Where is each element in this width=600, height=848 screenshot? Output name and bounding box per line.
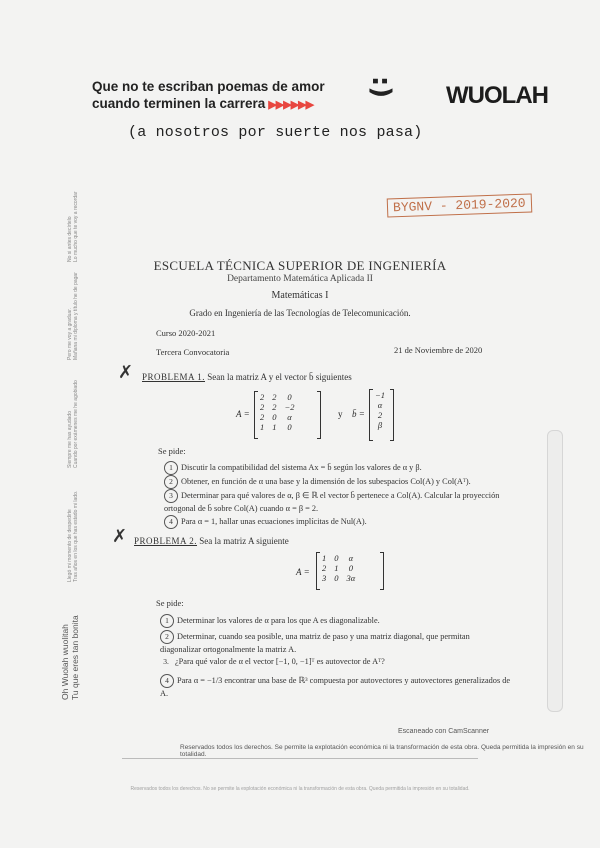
problem-2-text: Sea la matriz A siguiente	[199, 536, 289, 546]
matrix-a2	[318, 553, 359, 583]
cross-mark-icon: ✗	[118, 362, 134, 383]
matrix-cell: 2	[272, 392, 277, 402]
side-note-line: No si antes decírtelo	[67, 216, 73, 262]
call: Tercera Convocatoria	[156, 347, 230, 357]
problem-2-heading	[134, 536, 289, 546]
problem-1-item	[164, 475, 524, 489]
exam-date: 21 de Noviembre de 2020	[394, 345, 483, 355]
problem-1-text: Sean la matriz A y el vector b̄ siguientes	[207, 372, 352, 382]
handwritten-stamp: BYGNV - 2019-2020	[387, 193, 532, 217]
cross-mark-icon: ✗	[112, 526, 128, 547]
item-number: 1	[164, 461, 178, 475]
matrix-bracket-right	[317, 391, 321, 439]
matrix-cell: 3	[322, 573, 327, 583]
degree: Grado en Ingeniería de las Tecnologías de Telecomunicación.	[189, 308, 411, 318]
problem-2-item	[160, 630, 512, 656]
problem-1-asked: Se pide:	[158, 446, 186, 456]
item-text: ¿Para qué valor de α el vector [−1, 0, −1]ᵀ es autovector de Aᵀ?	[175, 657, 385, 666]
item-number: 4	[164, 515, 178, 529]
scrollbar-strip	[547, 430, 563, 712]
problem-1-item	[164, 515, 524, 529]
vector-b-label: b̄ =	[352, 409, 365, 419]
item-text: Para α = 1, hallar unas ecuaciones implícitas de Nul(A).	[181, 517, 367, 526]
problem-2-item	[160, 674, 512, 700]
arrows-icon: ▶▶▶▶▶▶	[268, 99, 314, 111]
side-note-line: Lo mucho que te voy a recordar	[73, 191, 79, 262]
problem-2-item	[160, 656, 520, 668]
vector-cell: α	[377, 400, 383, 410]
smiley-icon: :)	[366, 75, 397, 99]
matrix-cell: α	[287, 412, 292, 422]
side-note-5	[60, 615, 80, 700]
item-text: Determinar, cuando sea posible, una matriz de paso y una matriz diagonal, que permitan diagonalizar ortogonalmente la matriz A.	[160, 632, 470, 654]
side-note-line: Mañana mi diploma y título he de pagar	[73, 272, 79, 360]
matrix-bracket-right	[380, 552, 384, 590]
matrix-cell: 2	[260, 412, 265, 422]
item-text: Discutir la compatibilidad del sistema Ax = b̄ según los valores de α y β.	[181, 463, 422, 472]
item-number: 4	[160, 674, 174, 688]
matrix-cell: 1	[260, 422, 265, 432]
matrix-cell: 0	[272, 412, 277, 422]
problem-1-item	[164, 489, 508, 515]
ad-line-2-text: cuando terminen la carrera	[92, 96, 266, 111]
item-text: Determinar los valores de α para los que A es diagonalizable.	[177, 616, 380, 625]
side-note-line: Tu que eres tan bonita	[70, 615, 80, 700]
matrix-cell: 2	[260, 392, 265, 402]
matrix-cell: 1	[322, 553, 327, 563]
item-number: 3	[164, 489, 178, 503]
item-text: Para α = −1/3 encontrar una base de ℝ³ compuesta por autovectores y autovectores generalizados de A.	[160, 676, 511, 698]
matrix-cell: 0	[334, 573, 339, 583]
school-title: ESCUELA TÉCNICA SUPERIOR DE INGENIERÍA	[153, 258, 447, 273]
vector-cell: 2	[377, 410, 383, 420]
ad-line-1: Que no te escriban poemas de amor	[92, 79, 325, 94]
side-note-line: Tras años en los que has estado mi lado.	[73, 490, 79, 582]
matrix-cell: −2	[284, 402, 295, 412]
matrix-a2-label: A =	[296, 567, 310, 577]
matrix-a	[256, 392, 299, 432]
matrix-a-label: A =	[236, 409, 250, 419]
course: Curso 2020-2021	[156, 328, 216, 338]
scanner-note: Escaneado con CamScanner	[398, 728, 490, 735]
footer-divider	[122, 758, 478, 759]
item-number: 2	[164, 475, 178, 489]
side-note-line: Llegó mi momento de despedirte	[67, 509, 73, 582]
problem-1-title: PROBLEMA 1.	[142, 372, 206, 382]
matrix-cell: 3α	[346, 573, 356, 583]
handwritten-tagline: (a nosotros por suerte nos pasa)	[128, 124, 423, 141]
and-word: y	[338, 409, 343, 419]
matrix-cell: 2	[272, 402, 277, 412]
matrix-cell: 1	[334, 563, 339, 573]
footer-reserved-line: Reservados todos los derechos. Se permite la explotación económica ni la transformación de esta obra. Queda permitida la impresión en su totalidad.	[180, 744, 584, 758]
problem-2-title: PROBLEMA 2.	[134, 536, 198, 546]
footer-copyright: Reservados todos los derechos. No se permite la explotación económica ni la transformación de esta obra. Queda permitida la impresión en su totalidad.	[130, 786, 470, 792]
vector-bracket-right	[390, 389, 394, 441]
wuolah-logo[interactable]: WUOLAH	[446, 82, 548, 109]
problem-2-asked: Se pide:	[156, 598, 184, 608]
problem-1-item	[164, 461, 524, 475]
problem-1-heading	[142, 372, 352, 382]
side-note-3	[67, 380, 79, 468]
item-number: 1	[160, 614, 174, 628]
matrix-cell: 2	[322, 563, 327, 573]
side-note-line: Cuando por exámenes me he agobiado	[73, 380, 79, 468]
side-note-line: Pero me voy a graduar.	[67, 308, 73, 360]
department: Departamento Matemática Aplicada II	[227, 274, 373, 284]
side-note-line: Oh Wuolah wuolitah	[60, 624, 70, 700]
side-note-line: Siempre me has ayudado	[67, 411, 73, 468]
side-note-4	[67, 491, 79, 582]
side-note-1	[67, 191, 79, 262]
matrix-cell: 0	[287, 392, 292, 402]
item-text: Obtener, en función de α una base y la dimensión de los subespacios Col(A) y Col(Aᵀ).	[181, 477, 471, 486]
matrix-cell: 1	[272, 422, 277, 432]
ad-line-2	[92, 96, 313, 111]
vector-cell: −1	[375, 390, 385, 400]
problem-2-item	[160, 614, 520, 628]
item-number: 3.	[163, 657, 169, 666]
matrix-cell: 0	[348, 563, 353, 573]
matrix-cell: 0	[334, 553, 339, 563]
vector-b	[371, 390, 389, 430]
matrix-cell: 2	[260, 402, 265, 412]
item-text: Determinar para qué valores de α, β ∈ ℝ el vector b̄ pertenece a Col(A). Calcular la proyección ortogonal de b̄ sobre Col(A) cuando α = β = 2.	[164, 491, 500, 513]
vector-cell: β	[377, 420, 383, 430]
matrix-cell: 0	[287, 422, 292, 432]
matrix-cell: α	[348, 553, 354, 563]
subject: Matemáticas I	[271, 290, 329, 301]
item-number: 2	[160, 630, 174, 644]
